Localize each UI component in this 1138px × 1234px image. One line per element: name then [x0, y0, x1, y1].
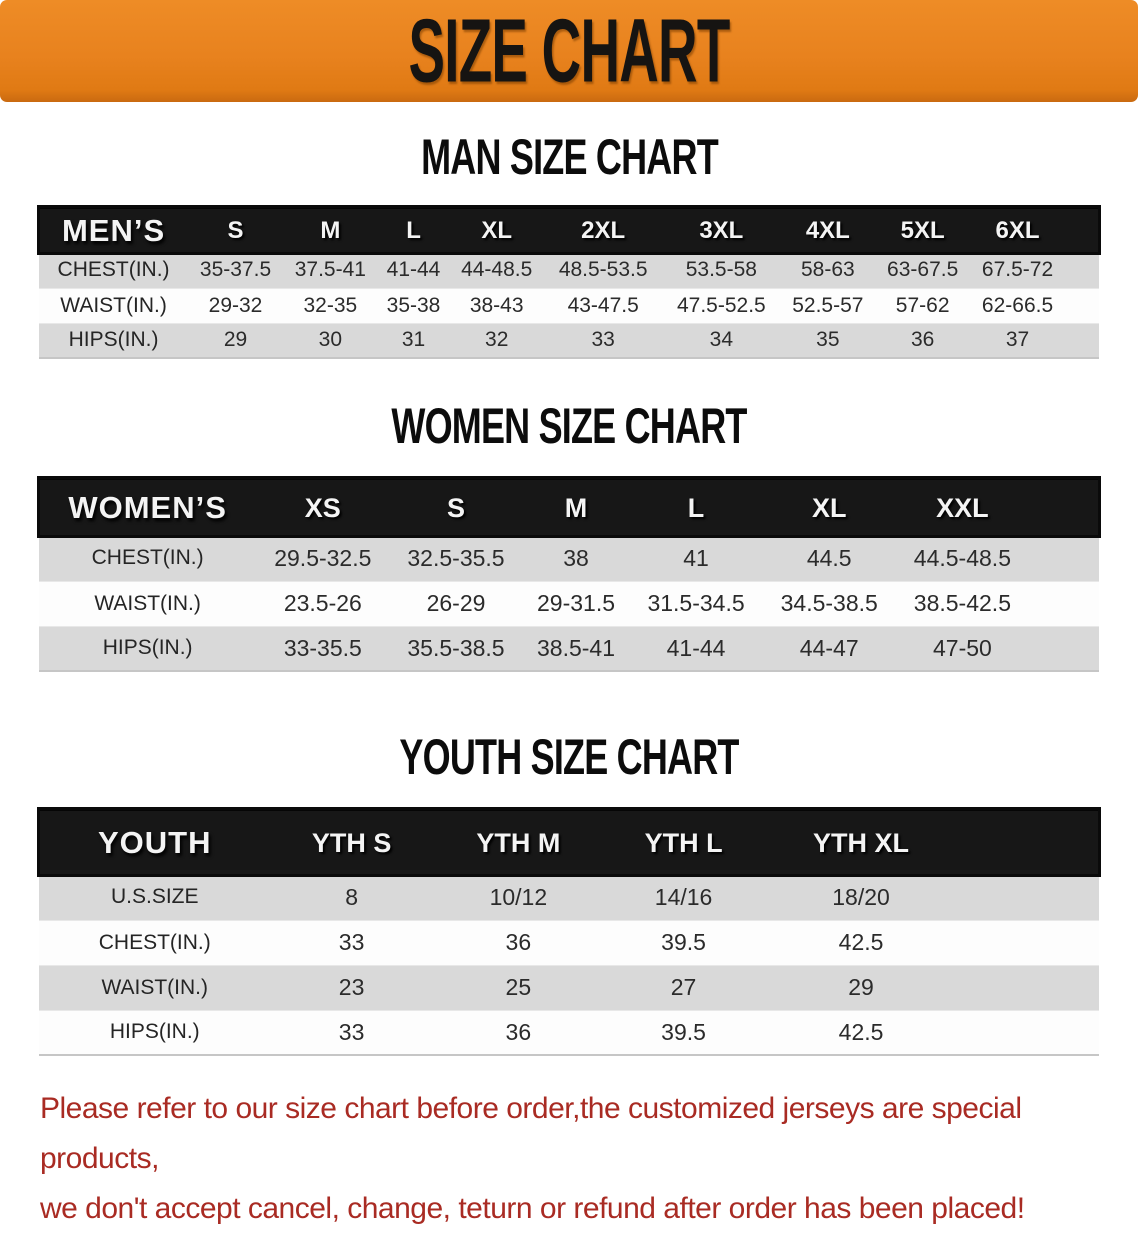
size-value: 32 — [485, 328, 509, 352]
filler-cell — [1065, 253, 1099, 288]
filler-cell — [959, 1010, 1099, 1055]
filler-cell — [959, 920, 1099, 965]
table-row — [39, 626, 1099, 671]
size-column-header: L — [378, 207, 450, 253]
size-column-header: 6XL — [970, 207, 1065, 253]
filler-cell — [1065, 207, 1099, 253]
size-value: 35-38 — [386, 293, 441, 317]
size-value: 44.5 — [806, 544, 852, 571]
filler-cell — [1065, 288, 1099, 323]
size-column-header: XL — [449, 207, 544, 253]
size-column-header: YTH S — [271, 809, 433, 875]
size-value: 29 — [848, 974, 874, 1000]
size-value: 29.5-32.5 — [274, 544, 372, 571]
size-value: 63-67.5 — [887, 258, 959, 282]
size-value: 44.5-48.5 — [913, 544, 1011, 571]
table-title-cell: MEN’S — [39, 207, 188, 253]
size-value: 52.5-57 — [792, 293, 864, 317]
size-value: 31.5-34.5 — [647, 590, 745, 616]
size-column-header: S — [389, 478, 522, 536]
size-value: 41-44 — [386, 258, 441, 282]
size-value: 8 — [345, 883, 358, 910]
size-value: 67.5-72 — [981, 258, 1054, 282]
size-value: 29 — [223, 328, 248, 352]
size-value: 33 — [338, 1018, 365, 1045]
filler-cell — [1029, 581, 1099, 626]
filler-cell — [959, 875, 1099, 920]
size-value: 37 — [1005, 328, 1030, 352]
table-row — [39, 581, 1099, 626]
size-value: 33 — [591, 328, 615, 352]
size-value: 10/12 — [489, 883, 548, 910]
disclaimer-line-1: Please refer to our size chart before order,the customized jerseys are special products, — [40, 1092, 1022, 1175]
table-row — [39, 536, 1099, 581]
size-value: 47.5-52.5 — [676, 293, 766, 317]
size-value: 58-63 — [800, 258, 855, 282]
size-value: 44-48.5 — [461, 258, 533, 282]
size-column-header: L — [629, 478, 762, 536]
size-column-header: YTH L — [604, 809, 763, 875]
size-value: 26-29 — [426, 590, 486, 616]
row-label: CHEST(IN.) — [91, 546, 204, 570]
size-value: 44-47 — [799, 634, 859, 661]
row-label: WAIST(IN.) — [60, 293, 167, 317]
table-title-cell: WOMEN’S — [39, 478, 256, 536]
row-label: HIPS(IN.) — [102, 636, 193, 660]
filler-cell — [1029, 626, 1099, 671]
youth-section-heading — [0, 727, 1138, 786]
table-row — [39, 288, 1099, 323]
size-column-header: 4XL — [780, 207, 875, 253]
row-label: HIPS(IN.) — [68, 328, 159, 352]
size-value: 34 — [709, 328, 734, 352]
table-row — [39, 323, 1099, 358]
table-header-row — [39, 809, 1099, 875]
size-value: 33 — [338, 929, 365, 955]
size-column-header: XXL — [896, 478, 1029, 536]
size-value: 38 — [563, 544, 589, 571]
size-value: 23 — [338, 974, 365, 1000]
row-label: HIPS(IN.) — [109, 1020, 200, 1044]
size-column-header: M — [283, 207, 378, 253]
table-header-row — [39, 478, 1099, 536]
order-disclaimer — [40, 1084, 1110, 1234]
table-row — [39, 1010, 1099, 1055]
men-section-heading-text: MAN SIZE CHART — [420, 127, 718, 186]
table-header-row — [39, 207, 1099, 253]
size-value: 32-35 — [303, 293, 358, 317]
men-size-table — [39, 205, 1099, 359]
size-column-header: YTH XL — [763, 809, 959, 875]
row-label: U.S.SIZE — [110, 885, 199, 909]
row-label: CHEST(IN.) — [57, 258, 170, 282]
size-column-header: 5XL — [875, 207, 970, 253]
size-value: 29-31.5 — [537, 590, 616, 616]
table-row — [39, 875, 1099, 920]
size-value: 33-35.5 — [283, 634, 362, 661]
row-label: CHEST(IN.) — [98, 930, 211, 954]
size-value: 36 — [505, 929, 532, 955]
size-value: 30 — [318, 328, 343, 352]
size-value: 35 — [816, 328, 840, 352]
women-section-heading — [0, 396, 1138, 455]
size-column-header: XS — [256, 478, 389, 536]
size-column-header: 2XL — [544, 207, 662, 253]
table-row — [39, 965, 1099, 1010]
size-value: 39.5 — [661, 929, 706, 955]
table-row — [39, 253, 1099, 288]
youth-section-heading-text: YOUTH SIZE CHART — [399, 727, 739, 786]
size-value: 53.5-58 — [685, 258, 757, 282]
filler-cell — [959, 965, 1099, 1010]
size-column-header: M — [523, 478, 630, 536]
filler-cell — [1029, 536, 1099, 581]
youth-size-table — [39, 807, 1099, 1056]
size-value: 25 — [505, 974, 532, 1000]
size-column-header: S — [188, 207, 283, 253]
size-value: 34.5-38.5 — [780, 590, 878, 616]
row-label: WAIST(IN.) — [94, 591, 201, 615]
size-value: 38.5-42.5 — [913, 590, 1011, 616]
filler-cell — [1029, 478, 1099, 536]
size-value: 36 — [505, 1018, 532, 1045]
size-value: 41 — [683, 544, 709, 571]
size-value: 37.5-41 — [294, 258, 366, 282]
size-value: 14/16 — [654, 883, 713, 910]
size-value: 23.5-26 — [283, 590, 362, 616]
size-value: 42.5 — [838, 929, 884, 955]
size-column-header: XL — [763, 478, 896, 536]
size-value: 47-50 — [932, 634, 992, 661]
size-value: 48.5-53.5 — [558, 258, 648, 282]
size-value: 35.5-38.5 — [407, 634, 505, 661]
table-title-cell: YOUTH — [39, 809, 271, 875]
size-value: 18/20 — [832, 883, 890, 910]
table-row — [39, 920, 1099, 965]
size-value: 36 — [910, 328, 935, 352]
filler-cell — [959, 809, 1099, 875]
size-value: 42.5 — [838, 1018, 884, 1045]
size-value: 38.5-41 — [537, 634, 616, 661]
disclaimer-line-2: we don't accept cancel, change, teturn or refund after order has been placed! — [40, 1192, 1025, 1225]
row-label: WAIST(IN.) — [101, 975, 209, 999]
size-column-header: 3XL — [662, 207, 780, 253]
men-section-heading — [0, 127, 1138, 186]
size-value: 41-44 — [666, 634, 726, 661]
size-value: 35-37.5 — [199, 258, 272, 282]
size-column-header: YTH M — [433, 809, 604, 875]
size-value: 32.5-35.5 — [407, 544, 505, 571]
size-value: 43-47.5 — [567, 293, 639, 317]
women-size-table — [39, 476, 1099, 672]
size-value: 57-62 — [895, 293, 950, 317]
size-value: 27 — [670, 974, 697, 1000]
page-title: SIZE CHART — [408, 0, 730, 102]
size-value: 39.5 — [661, 1018, 706, 1045]
size-value: 62-66.5 — [981, 293, 1054, 317]
filler-cell — [1065, 323, 1099, 358]
size-value: 29-32 — [208, 293, 263, 317]
size-chart-banner — [0, 0, 1138, 102]
size-value: 38-43 — [469, 293, 524, 317]
size-value: 31 — [401, 328, 426, 352]
women-section-heading-text: WOMEN SIZE CHART — [391, 396, 747, 455]
